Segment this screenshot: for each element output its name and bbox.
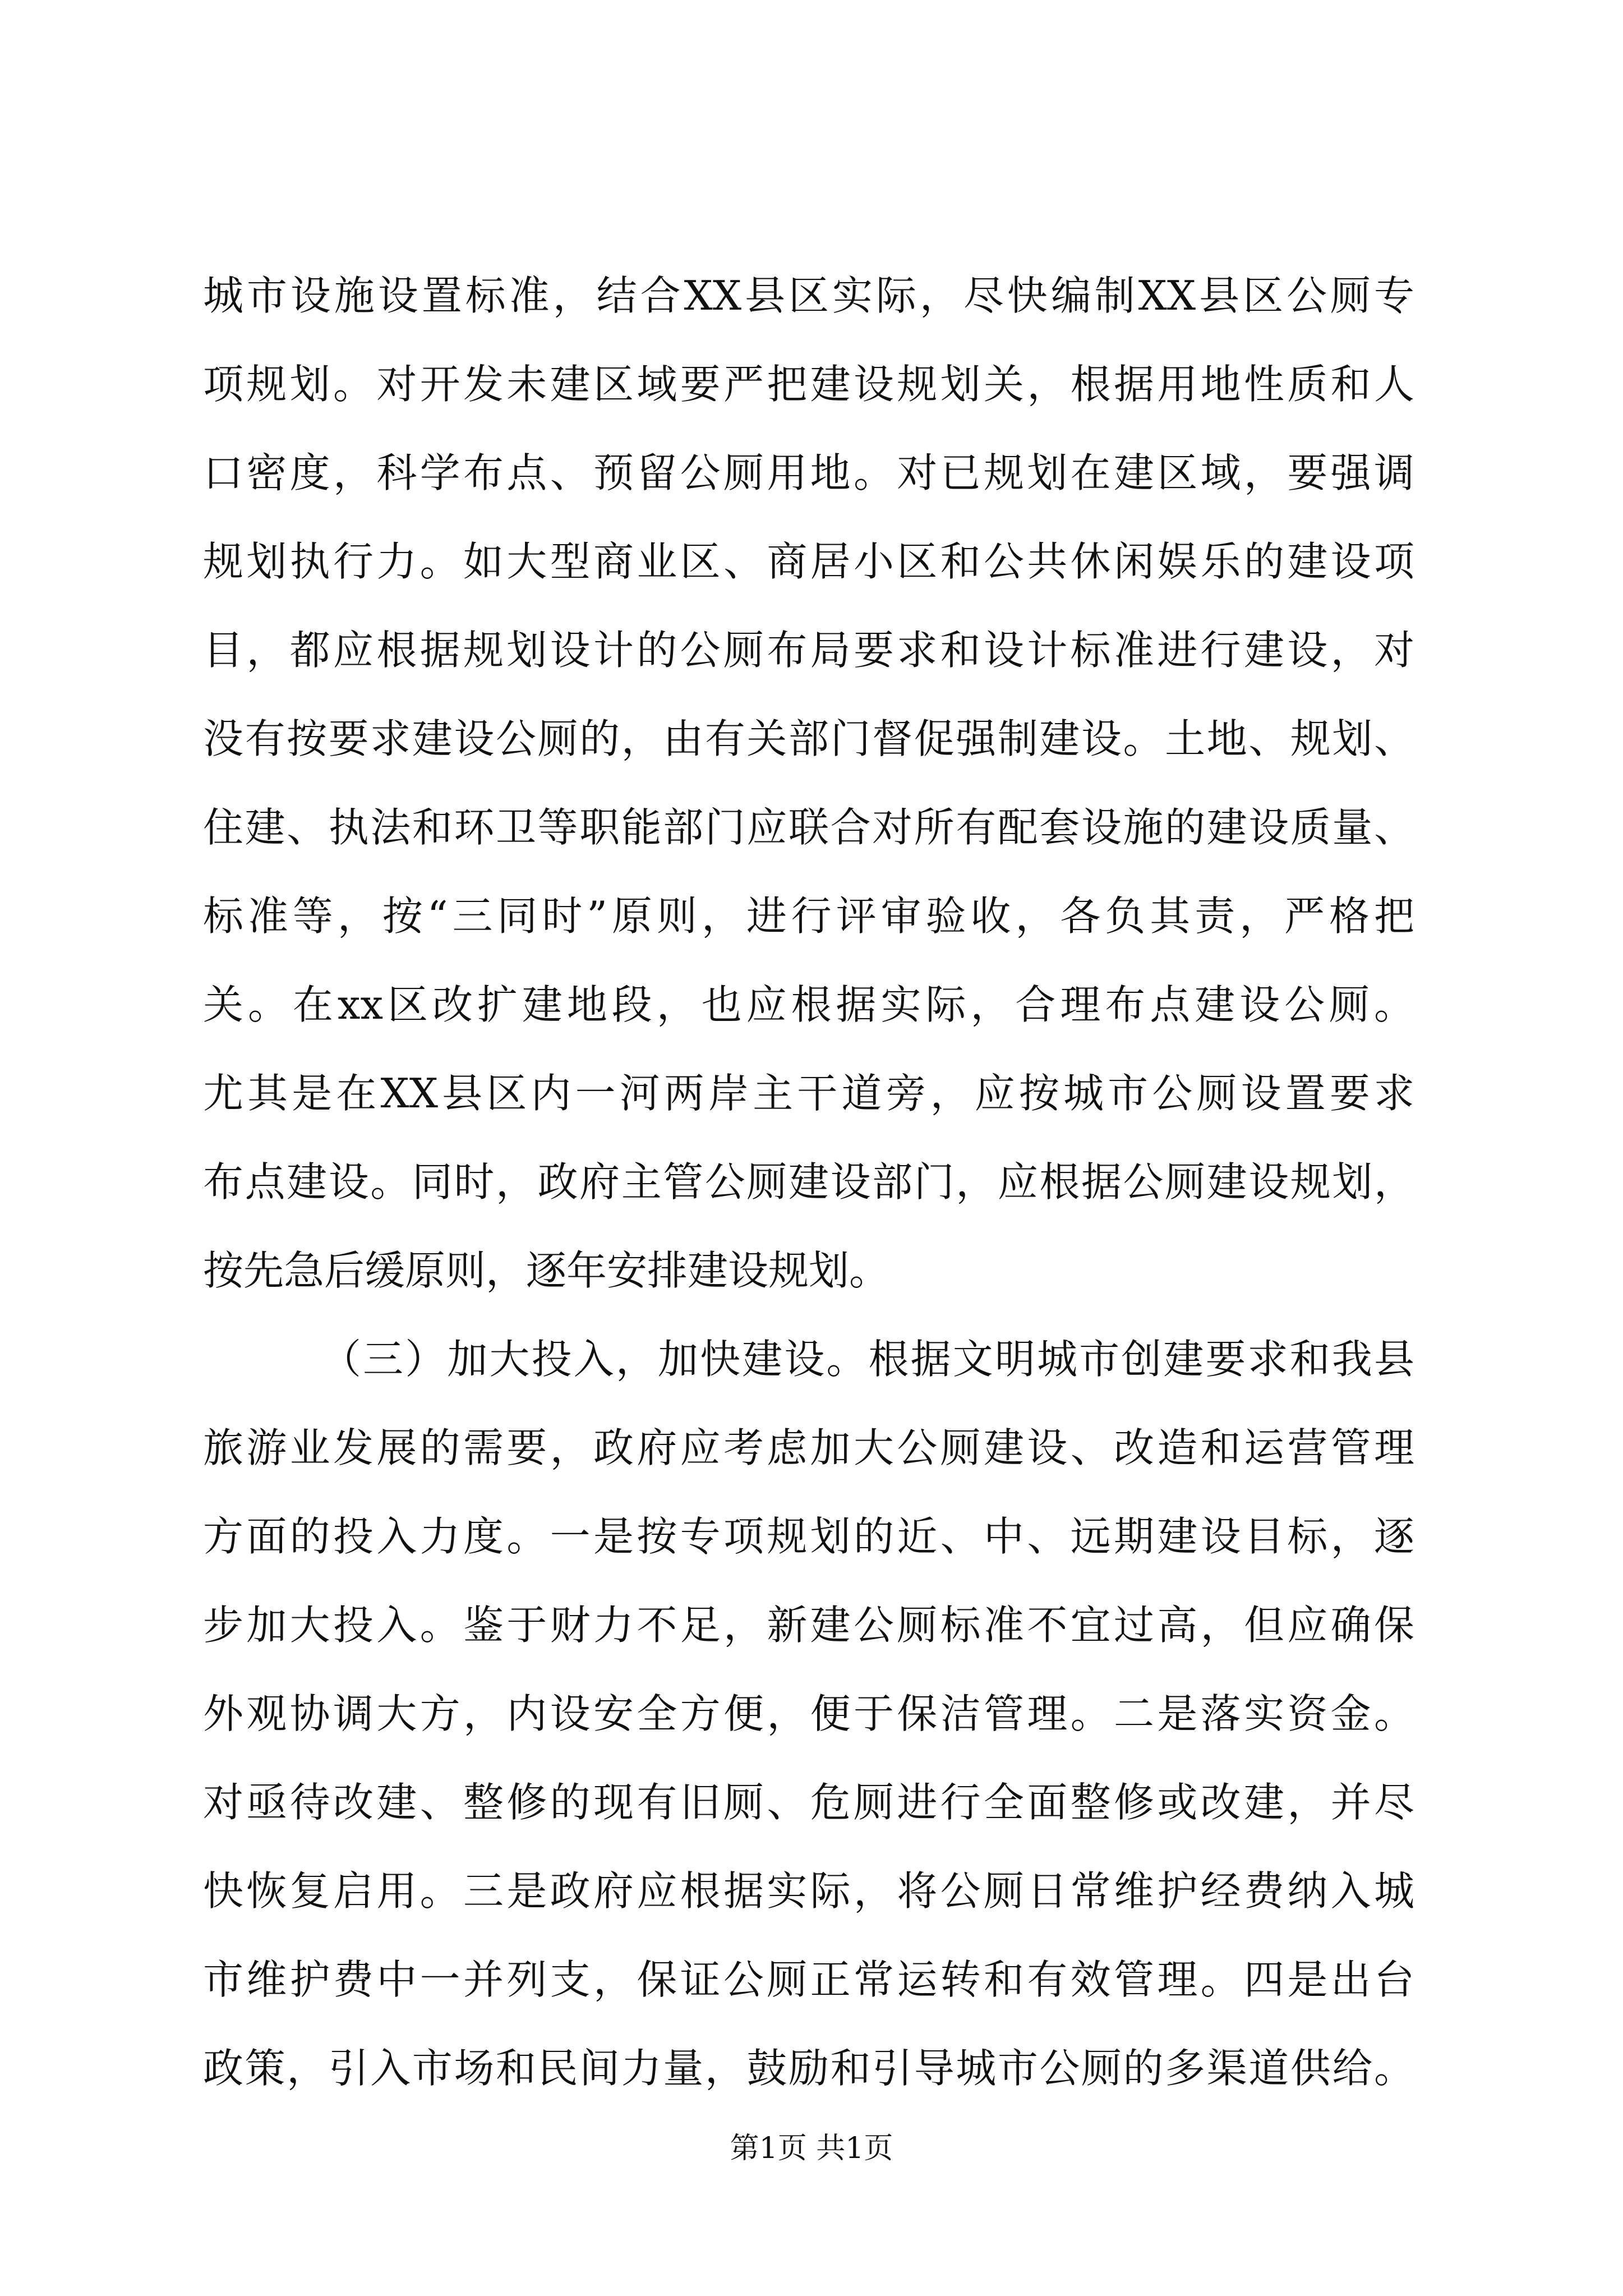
- document-body: [203, 251, 1414, 2113]
- text-line: 布点建设。同时，政府主管公厕建设部门，应根据公厕建设规划，: [203, 1158, 1414, 1205]
- text-line: 住建、执法和环卫等职能部门应联合对所有配套设施的建设质量、: [203, 804, 1414, 851]
- text-line: 方面的投入力度。一是按专项规划的近、中、远期建设目标，逐: [203, 1513, 1414, 1560]
- paragraph-1: [203, 251, 1414, 1315]
- text-line: 市维护费中一并列支，保证公厕正常运转和有效管理。四是出台: [203, 1956, 1414, 2003]
- text-line: 对亟待改建、整修的现有旧厕、危厕进行全面整修或改建，并尽: [203, 1779, 1414, 1826]
- text-line: 标准等，按“三同时”原则，进行评审验收，各负其责，严格把: [203, 892, 1414, 940]
- text-line: 目，都应根据规划设计的公厕布局要求和设计标准进行建设，对: [203, 627, 1414, 674]
- text-line: （三）加大投入，加快建设。根据文明城市创建要求和我县: [321, 1336, 1414, 1383]
- text-line: 关。在xx区改扩建地段，也应根据实际，合理布点建设公厕。: [203, 981, 1414, 1028]
- text-line: 没有按要求建设公厕的，由有关部门督促强制建设。土地、规划、: [203, 715, 1414, 762]
- text-line: 口密度，科学布点、预留公厕用地。对已规划在建区域，要强调: [203, 449, 1414, 496]
- paragraph-2: [203, 1315, 1414, 2113]
- text-line: 按先急后缓原则，逐年安排建设规划。: [203, 1247, 890, 1294]
- text-line: 步加大投入。鉴于财力不足，新建公厕标准不宜过高，但应确保: [203, 1602, 1414, 1649]
- text-line: 规划执行力。如大型商业区、商居小区和公共休闲娱乐的建设项: [203, 538, 1414, 585]
- text-line: 城市设施设置标准，结合XX县区实际，尽快编制XX县区公厕专: [203, 272, 1414, 319]
- text-line: 项规划。对开发未建区域要严把建设规划关，根据用地性质和人: [203, 361, 1414, 408]
- text-line: 快恢复启用。三是政府应根据实际，将公厕日常维护经费纳入城: [203, 1867, 1414, 1915]
- page-number-footer: 第1页 共1页: [730, 2132, 893, 2165]
- text-line: 旅游业发展的需要，政府应考虑加大公厕建设、改造和运营管理: [203, 1424, 1414, 1471]
- text-line: 外观协调大方，内设安全方便，便于保洁管理。二是落实资金。: [203, 1690, 1414, 1737]
- text-line: 尤其是在XX县区内一河两岸主干道旁，应按城市公厕设置要求: [203, 1070, 1414, 1117]
- text-line: 政策，引入市场和民间力量，鼓励和引导城市公厕的多渠道供给。: [203, 2045, 1414, 2092]
